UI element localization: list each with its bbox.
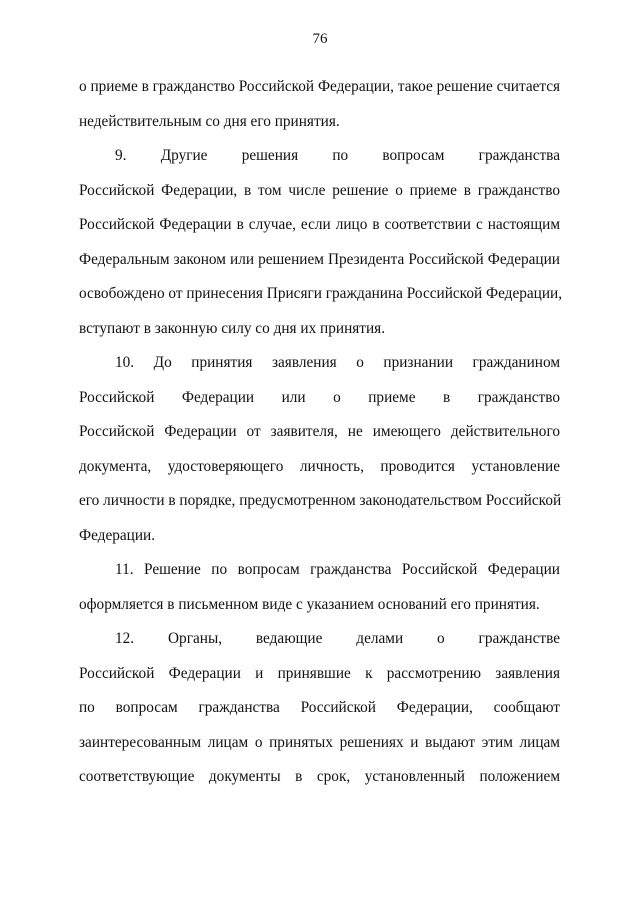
text-line: по вопросам гражданства Российской Федерации, сообщают: [79, 699, 560, 716]
text-line: 10. До принятия заявления о признании гражданином: [115, 354, 560, 371]
text-line: Федеральным законом или решением Президента Российской Федерации: [79, 250, 560, 268]
text-line: Российской Федерации, в том числе решение о приеме в гражданство: [79, 181, 560, 199]
text-line: заинтересованным лицам о принятых решениях и выдают этим лицам: [79, 733, 560, 751]
text-line: соответствующие документы в срок, установленный положением: [79, 768, 560, 785]
text-line: его личности в порядке, предусмотренном законодательством Российской: [79, 492, 562, 509]
text-line: документа, удостоверяющего личность, проводится установление: [79, 457, 560, 475]
text-line: о приеме в гражданство Российской Федерации, такое решение считается: [79, 78, 561, 95]
text-line: недействительным со дня его принятия.: [79, 112, 340, 130]
text-line: оформляется в письменном виде с указанием оснований его принятия.: [79, 595, 540, 613]
text-line: 9. Другие решения по вопросам гражданства: [115, 147, 560, 164]
page-number: 76: [312, 31, 328, 47]
text-line: Российской Федерации или о приеме в гражданство: [79, 388, 560, 406]
text-line: освобождено от принесения Присяги гражданина Российской Федерации,: [79, 285, 563, 302]
text-line: Российской Федерации и принявшие к рассмотрению заявления: [79, 664, 560, 682]
text-line: Федерации.: [79, 526, 156, 544]
text-line: Российской Федерации от заявителя, не имеющего действительного: [79, 423, 560, 440]
text-line: Российской Федерации в случае, если лицо в соответствии с настоящим: [79, 216, 560, 233]
text-line: вступают в законную силу со дня их принятия.: [79, 319, 386, 337]
text-line: 12. Органы, ведающие делами о гражданстве: [115, 630, 560, 647]
document-body: [79, 70, 563, 795]
text-line: 11. Решение по вопросам гражданства Российской Федерации: [115, 561, 560, 578]
